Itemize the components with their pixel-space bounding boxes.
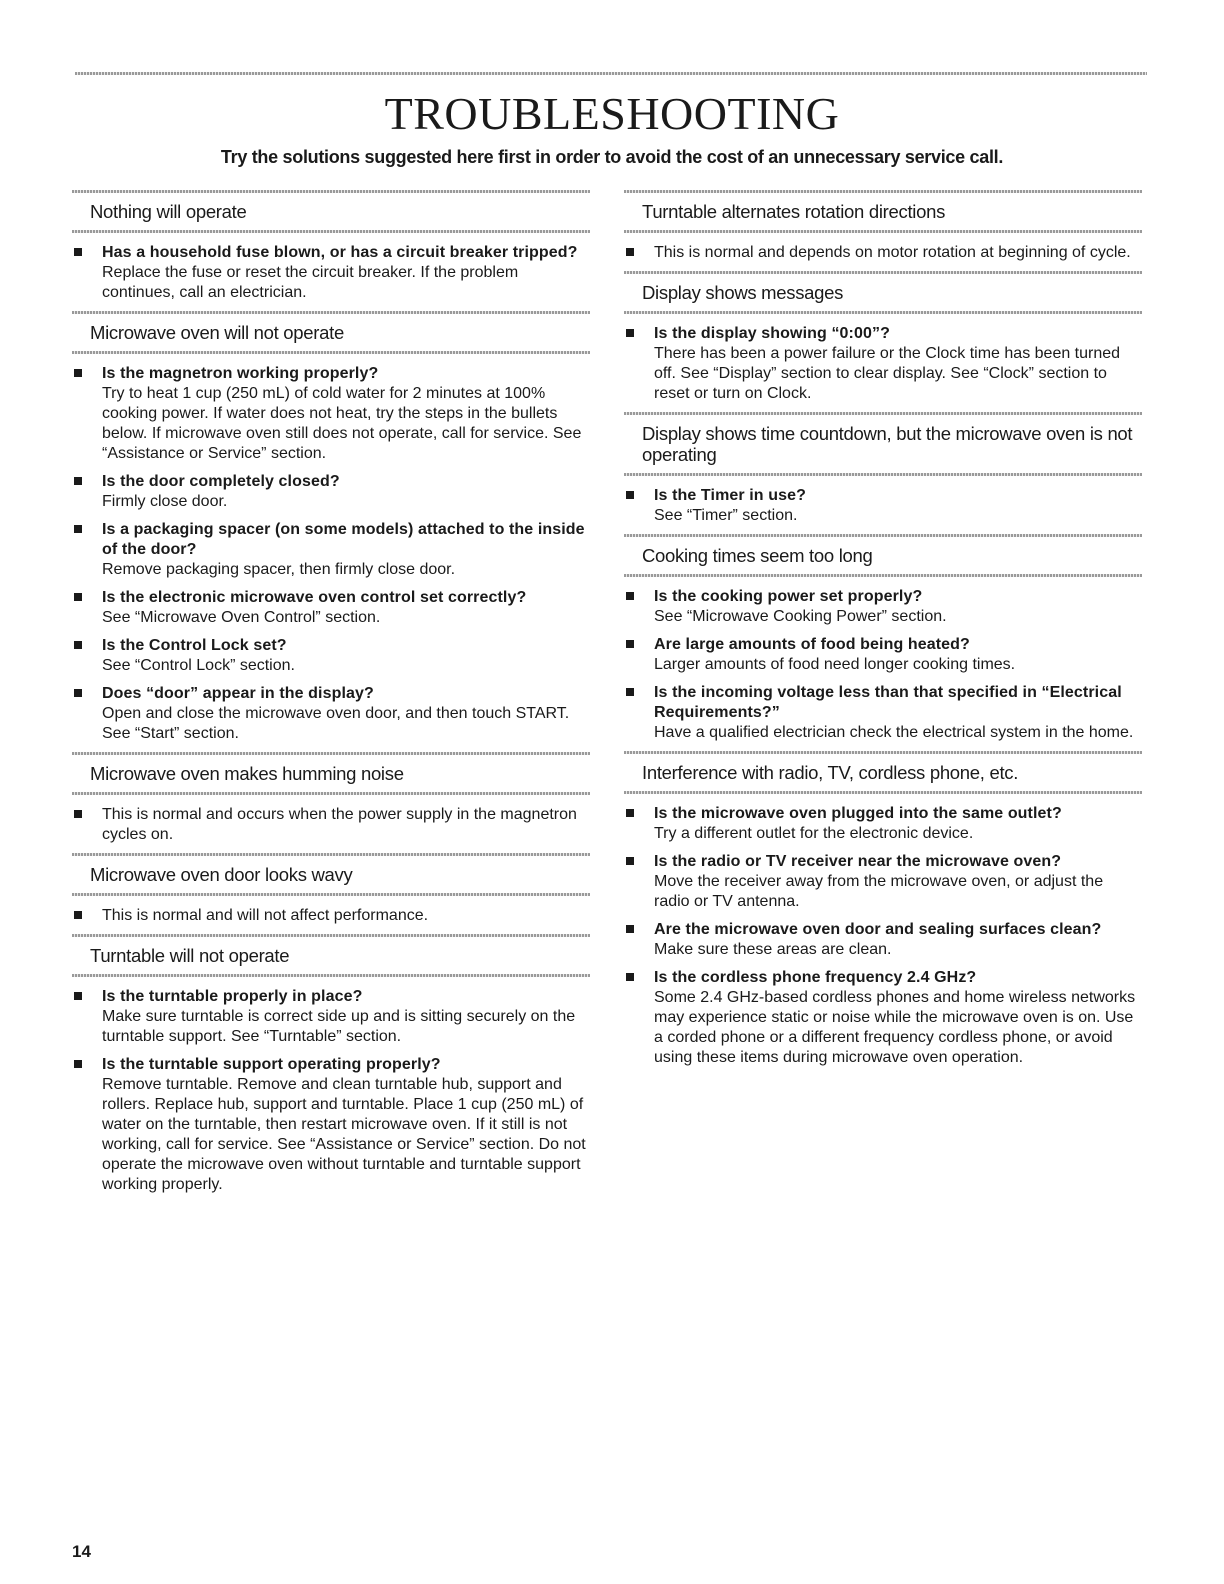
list-item [624, 243, 1142, 263]
list-item [624, 324, 1142, 404]
question: Is the turntable support operating properly? [102, 1056, 441, 1073]
list-item [624, 920, 1142, 960]
section-turntable-will-not-operate [72, 934, 590, 1195]
list-item [72, 472, 590, 512]
list-item [624, 486, 1142, 526]
answer: See “Control Lock” section. [102, 657, 295, 674]
section-turntable-alternates-rotation-directions [624, 190, 1142, 263]
section-microwave-oven-makes-humming-noise [72, 752, 590, 845]
question: Is the microwave oven plugged into the same outlet? [654, 805, 1062, 822]
list-item [72, 805, 590, 845]
square-bullet-icon [74, 593, 82, 601]
answer: There has been a power failure or the Clock time has been turned off. See “Display” section to clear display. See “Clock” section to reset or turn on Clock. [654, 345, 1121, 402]
question: Are the microwave oven door and sealing surfaces clean? [654, 921, 1102, 938]
question: Does “door” appear in the display? [102, 685, 374, 702]
question: Is the Timer in use? [654, 487, 806, 504]
answer: See “Timer” section. [654, 507, 798, 524]
answer: This is normal and depends on motor rotation at beginning of cycle. [654, 244, 1131, 261]
square-bullet-icon [626, 688, 634, 696]
answer: This is normal and occurs when the power supply in the magnetron cycles on. [102, 806, 577, 843]
question: Is the cordless phone frequency 2.4 GHz? [654, 969, 977, 986]
section-heading: Cooking times seem too long [624, 534, 1142, 577]
question: Is the incoming voltage less than that specified in “Electrical Requirements?” [654, 684, 1122, 721]
list-item [624, 968, 1142, 1068]
square-bullet-icon [74, 369, 82, 377]
section-heading: Turntable alternates rotation directions [624, 190, 1142, 233]
question: Is the cooking power set properly? [654, 588, 923, 605]
list-item [624, 587, 1142, 627]
answer: See “Microwave Oven Control” section. [102, 609, 381, 626]
section-display-shows-messages [624, 271, 1142, 404]
section-heading: Display shows time countdown, but the microwave oven is not operating [624, 412, 1142, 476]
page-subtitle: Try the solutions suggested here first in order to avoid the cost of an unnecessary service call. [220, 147, 1004, 167]
question: Is the display showing “0:00”? [654, 325, 890, 342]
square-bullet-icon [74, 248, 82, 256]
question: Is the magnetron working properly? [102, 365, 379, 382]
section-heading: Turntable will not operate [72, 934, 590, 977]
answer: Have a qualified electrician check the electrical system in the home. [654, 724, 1134, 741]
item-list [72, 805, 590, 845]
page-number: 14 [72, 1542, 91, 1561]
question: Is the door completely closed? [102, 473, 340, 490]
answer: Move the receiver away from the microwave oven, or adjust the radio or TV antenna. [654, 873, 1104, 910]
answer: Larger amounts of food need longer cooking times. [654, 656, 1016, 673]
answer: Replace the fuse or reset the circuit breaker. If the problem continues, call an electrician. [102, 264, 519, 301]
square-bullet-icon [626, 329, 634, 337]
question: Is the Control Lock set? [102, 637, 287, 654]
square-bullet-icon [626, 491, 634, 499]
answer: See “Microwave Cooking Power” section. [654, 608, 947, 625]
section-heading: Microwave oven will not operate [72, 311, 590, 354]
answer: Open and close the microwave oven door, and then touch START. See “Start” section. [102, 705, 570, 742]
list-item [72, 243, 590, 303]
question: Is the radio or TV receiver near the microwave oven? [654, 853, 1062, 870]
answer: Try a different outlet for the electronic device. [654, 825, 974, 842]
square-bullet-icon [74, 911, 82, 919]
list-item [624, 635, 1142, 675]
section-microwave-oven-will-not-operate [72, 311, 590, 744]
section-microwave-oven-door-looks-wavy [72, 853, 590, 926]
item-list [624, 587, 1142, 743]
square-bullet-icon [626, 640, 634, 648]
answer: Remove turntable. Remove and clean turntable hub, support and rollers. Replace hub, support and turntable. Place 1 cup (250 mL) of water on the turntable, then restart microwave oven. If it still is not working, call for service. See “Assistance or Service” section. Do not operate the microwave oven without turntable and turntable support working properly. [102, 1076, 586, 1193]
question: Is the electronic microwave oven control set correctly? [102, 589, 527, 606]
section-nothing-will-operate [72, 190, 590, 303]
square-bullet-icon [74, 992, 82, 1000]
answer: Remove packaging spacer, then firmly close door. [102, 561, 456, 578]
square-bullet-icon [626, 592, 634, 600]
list-item [72, 906, 590, 926]
list-item [72, 684, 590, 744]
top-rule [75, 72, 1147, 75]
section-heading: Nothing will operate [72, 190, 590, 233]
item-list [72, 364, 590, 744]
left-column [72, 190, 590, 1203]
answer: Try to heat 1 cup (250 mL) of cold water for 2 minutes at 100% cooking power. If water does not heat, try the steps in the bullets below. If microwave oven still does not operate, call for service. See “Assistance or Service” section. [102, 385, 582, 462]
list-item [72, 520, 590, 580]
list-item [624, 852, 1142, 912]
list-item [72, 1055, 590, 1195]
item-list [72, 987, 590, 1195]
question: Are large amounts of food being heated? [654, 636, 970, 653]
square-bullet-icon [74, 525, 82, 533]
square-bullet-icon [74, 689, 82, 697]
item-list [72, 906, 590, 926]
right-column [624, 190, 1142, 1076]
page-title: TROUBLESHOOTING [384, 88, 840, 139]
question: Has a household fuse blown, or has a circuit breaker tripped? [102, 244, 578, 261]
question: Is a packaging spacer (on some models) attached to the inside of the door? [102, 521, 585, 558]
answer: This is normal and will not affect performance. [102, 907, 429, 924]
answer: Make sure turntable is correct side up and is sitting securely on the turntable support. See “Turntable” section. [102, 1008, 576, 1045]
answer: Some 2.4 GHz-based cordless phones and home wireless networks may experience static or noise while the microwave oven is on. Use a corded phone or a different frequency cordless phone, or avoid using these items during microwave oven operation. [654, 989, 1136, 1066]
item-list [624, 324, 1142, 404]
square-bullet-icon [626, 248, 634, 256]
item-list [624, 804, 1142, 1068]
square-bullet-icon [626, 925, 634, 933]
list-item [72, 364, 590, 464]
item-list [624, 486, 1142, 526]
list-item [72, 588, 590, 628]
square-bullet-icon [74, 641, 82, 649]
list-item [72, 987, 590, 1047]
section-heading: Interference with radio, TV, cordless phone, etc. [624, 751, 1142, 794]
list-item [624, 804, 1142, 844]
section-cooking-times-seem-too-long [624, 534, 1142, 743]
section-display-shows-time-countdown-but-the-microwave-oven-is-not-operating [624, 412, 1142, 526]
square-bullet-icon [74, 477, 82, 485]
square-bullet-icon [626, 973, 634, 981]
section-heading: Microwave oven makes humming noise [72, 752, 590, 795]
list-item [624, 683, 1142, 743]
section-interference-with-radio-tv-cordless-phone-etc [624, 751, 1142, 1068]
item-list [624, 243, 1142, 263]
answer: Firmly close door. [102, 493, 228, 510]
section-heading: Microwave oven door looks wavy [72, 853, 590, 896]
answer: Make sure these areas are clean. [654, 941, 892, 958]
item-list [72, 243, 590, 303]
list-item [72, 636, 590, 676]
question: Is the turntable properly in place? [102, 988, 363, 1005]
square-bullet-icon [74, 1060, 82, 1068]
square-bullet-icon [626, 809, 634, 817]
square-bullet-icon [74, 810, 82, 818]
square-bullet-icon [626, 857, 634, 865]
section-heading: Display shows messages [624, 271, 1142, 314]
